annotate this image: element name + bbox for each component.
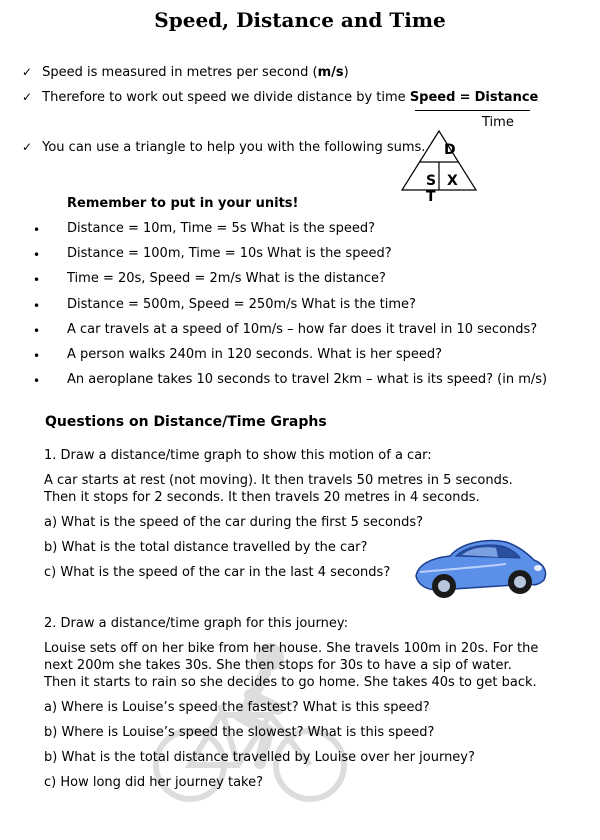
bullet-question: An aeroplane takes 10 seconds to travel 2km – what is its speed? (in m/s)	[67, 372, 548, 387]
q2-heading: 2. Draw a distance/time graph for this journey:	[44, 616, 349, 631]
formula-equals: =	[459, 90, 471, 105]
q1-heading: 1. Draw a distance/time graph to show this motion of a car:	[44, 448, 432, 463]
bullet-icon: •	[33, 374, 41, 388]
q2-part: b) What is the total distance travelled by Louise over her journey?	[44, 750, 475, 765]
formula-speed: Speed	[409, 90, 456, 105]
bullet-icon: •	[33, 248, 41, 262]
formula-triangle	[400, 130, 478, 205]
formula-numerator: Distance	[474, 90, 539, 105]
bullet-question: Distance = 100m, Time = 10s What is the speed?	[67, 246, 392, 261]
triangle-top-label: D	[444, 142, 456, 158]
intro-item-triangle: ✓ You can use a triangle to help you with the following sums.	[22, 140, 426, 155]
section-title: Questions on Distance/Time Graphs	[45, 414, 327, 430]
check-icon: ✓	[22, 140, 33, 154]
intro-item-formula: ✓ Therefore to work out speed we divide distance by time Speed = Distance	[22, 90, 539, 105]
units-reminder: Remember to put in your units!	[67, 196, 299, 211]
q1-part-b: b) What is the total distance travelled by the car?	[44, 540, 368, 555]
fraction-line	[415, 110, 530, 111]
q2-body-line: next 200m she takes 30s. She then stops for 30s to have a sip of water.	[44, 658, 512, 673]
q1-body-line: A car starts at rest (not moving). It then travels 50 metres in 5 seconds.	[44, 473, 513, 488]
q2-part: c) How long did her journey take?	[44, 775, 264, 790]
bullet-question: Time = 20s, Speed = 2m/s What is the distance?	[67, 271, 386, 286]
bullet-icon: •	[33, 223, 41, 237]
q1-part-a: a) What is the speed of the car during the first 5 seconds?	[44, 515, 424, 530]
page-title: Speed, Distance and Time	[154, 8, 446, 32]
q1-body-line: Then it stops for 2 seconds. It then travels 20 metres in 4 seconds.	[44, 490, 480, 505]
bullet-question: Distance = 10m, Time = 5s What is the speed?	[67, 221, 376, 236]
q2-part: b) Where is Louise’s speed the slowest? What is this speed?	[44, 725, 435, 740]
q2-part: a) Where is Louise’s speed the fastest? What is this speed?	[44, 700, 430, 715]
bullet-icon: •	[33, 299, 41, 313]
intro-item-units: ✓ Speed is measured in metres per second (m/s)	[22, 65, 349, 80]
q2-body-line: Then it starts to rain so she decides to go home. She takes 40s to get back.	[44, 675, 537, 690]
bullet-question: A car travels at a speed of 10m/s – how far does it travel in 10 seconds?	[67, 322, 538, 337]
check-icon: ✓	[22, 90, 33, 104]
check-icon: ✓	[22, 65, 33, 79]
unit-ms: m/s	[317, 65, 344, 80]
bullet-question: A person walks 240m in 120 seconds. What is her speed?	[67, 347, 442, 362]
bullet-icon: •	[33, 324, 41, 338]
bullet-icon: •	[33, 349, 41, 363]
q2-body-line: Louise sets off on her bike from her house. She travels 100m in 20s. For the	[44, 641, 539, 656]
triangle-bottom-label: S X T	[426, 173, 461, 205]
bullet-icon: •	[33, 273, 41, 287]
car-illustration	[410, 528, 550, 608]
q1-part-c: c) What is the speed of the car in the last 4 seconds?	[44, 565, 391, 580]
formula-denominator: Time	[482, 115, 514, 130]
bullet-question: Distance = 500m, Speed = 250m/s What is the time?	[67, 297, 416, 312]
